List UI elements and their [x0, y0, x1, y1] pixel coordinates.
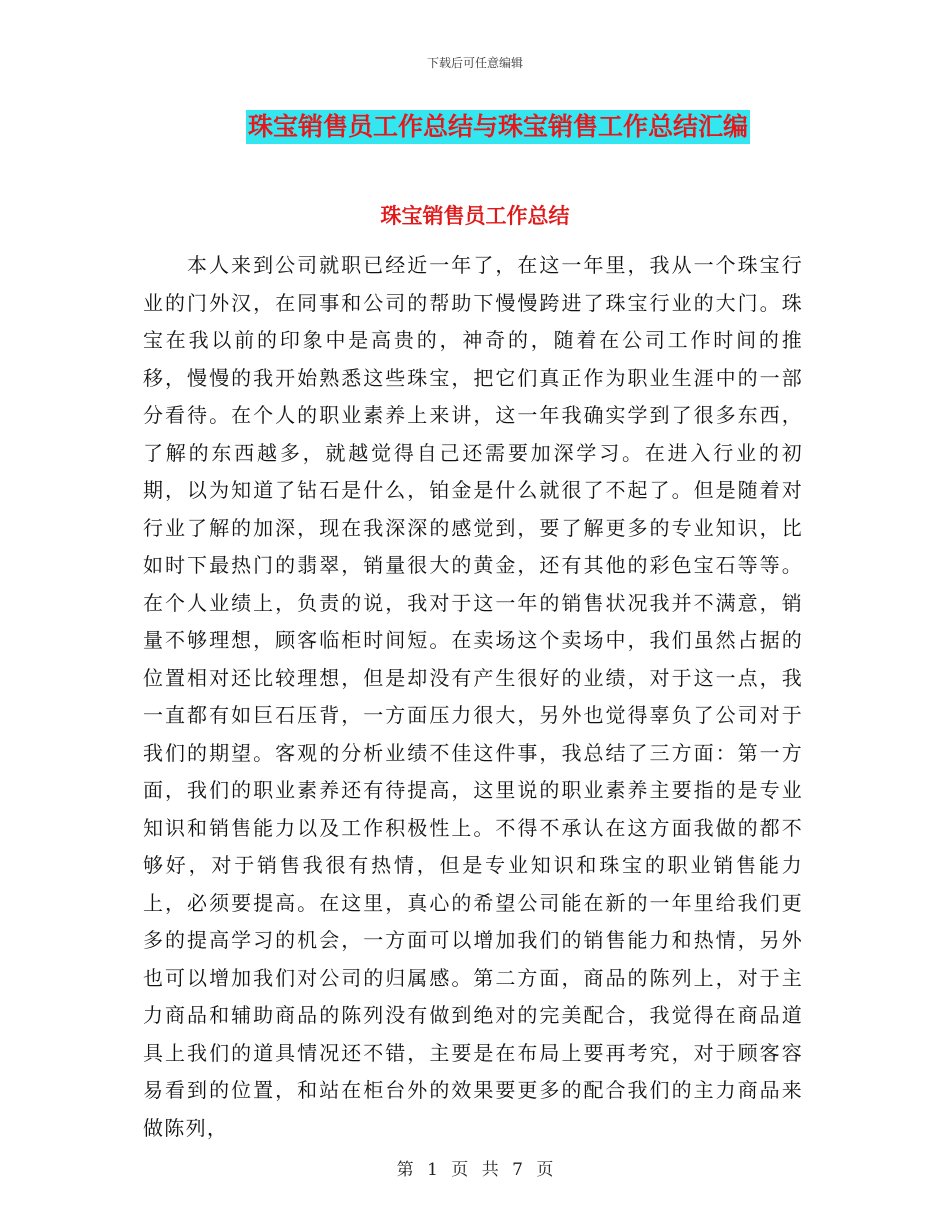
- page-footer: [0, 1155, 950, 1180]
- main-title: 珠宝销售员工作总结与珠宝销售工作总结汇编: [246, 110, 750, 144]
- main-title-wrapper: [0, 110, 950, 144]
- section-title: 珠宝销售员工作总结: [380, 204, 570, 228]
- body-paragraph: 本人来到公司就职已经近一年了，在这一年里，我从一个珠宝行业的门外汉，在同事和公司的帮助下慢慢跨进了珠宝行业的大门。珠宝在我以前的印象中是高贵的，神奇的，随着在公司工作时间的推移，慢慢的我开始熟悉这些珠宝，把它们真正作为职业生涯中的一部分看待。在个人的职业素养上来讲，这一年我确实学到了很多东西，了解的东西越多，就越觉得自己还需要加深学习。在进入行业的初期，以为知道了钻石是什么，铂金是什么就很了不起了。但是随着对行业了解的加深，现在我深深的感觉到，要了解更多的专业知识，比如时下最热门的翡翠，销量很大的黄金，还有其他的彩色宝石等等。在个人业绩上，负责的说，我对于这一年的销售状况我并不满意，销量不够理想，顾客临柜时间短。在卖场这个卖场中，我们虽然占据的位置相对还比较理想，但是却没有产生很好的业绩，对于这一点，我一直都有如巨石压背，一方面压力很大，另外也觉得辜负了公司对于我们的期望。客观的分析业绩不佳这件事，我总结了三方面：第一方面，我们的职业素养还有待提高，这里说的职业素养主要指的是专业知识和销售能力以及工作积极性上。不得不承认在这方面我做的都不够好，对于销售我很有热情，但是专业知识和珠宝的职业销售能力上，必须要提高。在这里，真心的希望公司能在新的一年里给我们更多的提高学习的机会，一方面可以增加我们的销售能力和热情，另外也可以增加我们对公司的归属感。第二方面，商品的陈列上，对于主力商品和辅助商品的陈列没有做到绝对的完美配合，我觉得在商品道具上我们的道具情况还不错，主要是在布局上要再考究，对于顾客容易看到的位置，和站在柜台外的效果要更多的配合我们的主力商品来做陈列，: [143, 253, 803, 1140]
- footer-total-pages: 7: [512, 1160, 523, 1180]
- footer-current-page: 1: [427, 1160, 438, 1180]
- footer-label-di: 第: [396, 1160, 414, 1180]
- footer-label-ye: 页: [451, 1160, 469, 1180]
- header-note: 下载后可任意编辑: [426, 56, 523, 70]
- footer-label-ye-2: 页: [536, 1160, 554, 1180]
- footer-label-gong: 共: [481, 1160, 499, 1180]
- body-text: [143, 247, 803, 1147]
